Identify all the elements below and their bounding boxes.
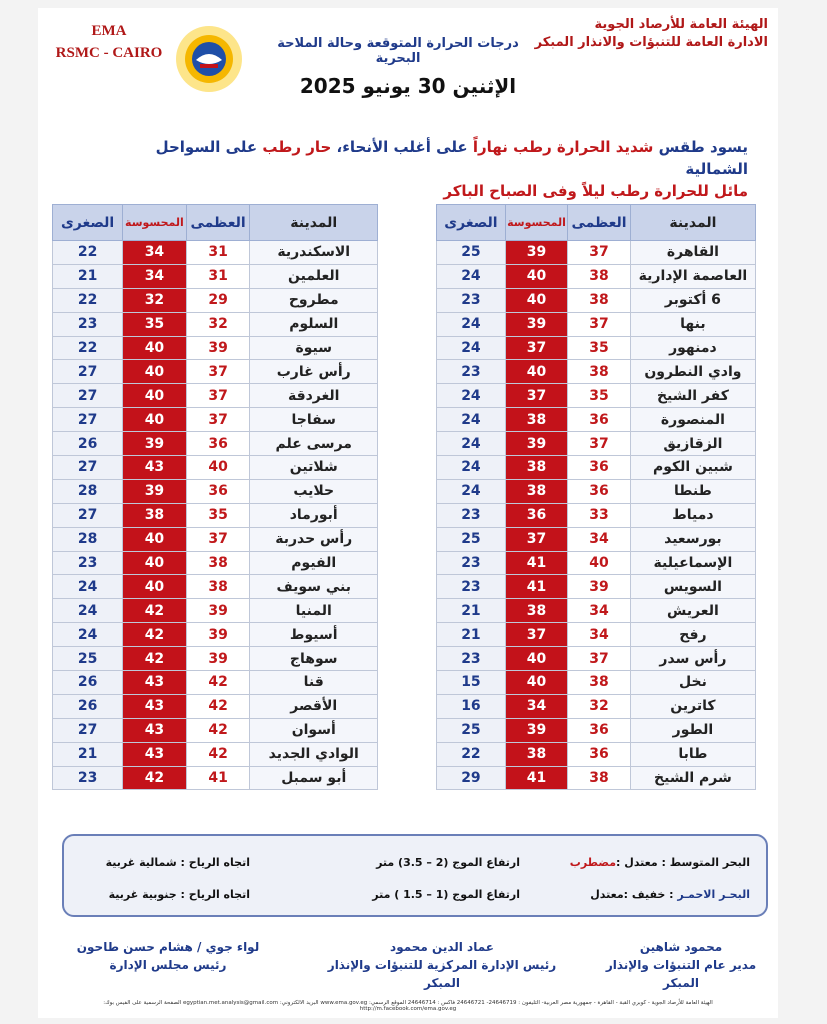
table-row: [53, 241, 378, 265]
ema-logo-icon: [174, 24, 244, 94]
feels-like-cell: 36: [505, 503, 567, 527]
table-row: [53, 384, 378, 408]
max-temp-cell: 38: [568, 766, 631, 790]
signature-3: [58, 938, 278, 974]
city-cell: وادي النطرون: [630, 360, 755, 384]
min-temp-cell: 24: [437, 479, 506, 503]
feels-like-cell: 39: [505, 718, 567, 742]
max-temp-cell: 34: [568, 599, 631, 623]
min-temp-cell: 27: [53, 408, 123, 432]
city-cell: الإسماعيلية: [630, 551, 755, 575]
table-row: [53, 599, 378, 623]
feels-like-cell: 37: [505, 527, 567, 551]
feels-like-cell: 38: [505, 742, 567, 766]
ema-label: EMA: [91, 23, 127, 39]
table-row: [437, 647, 756, 671]
left-city-table: [52, 204, 378, 790]
max-temp-cell: 39: [186, 599, 250, 623]
city-cell: القاهرة: [630, 241, 755, 265]
city-cell: بورسعيد: [630, 527, 755, 551]
footer-contact: الهيئة العامة للأرصاد الجوية - كوبري القبة - القاهرة - جمهورية مصر العربية- التليفون : 24646719- 24646721 فاكس : 24646714 الموقع الرسمي: www.ema.gov.eg البريد الالكتروني: egyptian.met.analysis@gmail.com الصفحة الرسمية على الفيس بوك: http://m.facebook.com/ema.gov.eg: [103, 1000, 713, 1012]
max-temp-cell: 42: [186, 718, 250, 742]
max-temp-cell: 39: [186, 623, 250, 647]
table-row: [437, 336, 756, 360]
feels-like-cell: 40: [505, 288, 567, 312]
min-temp-cell: 27: [53, 503, 123, 527]
feels-like-cell: 37: [505, 384, 567, 408]
table-row: [53, 718, 378, 742]
city-cell: حلايب: [250, 479, 378, 503]
feels-like-cell: 40: [123, 575, 187, 599]
max-temp-cell: 37: [186, 408, 250, 432]
summary-line-1: يسود طقس شديد الحرارة رطب نهاراً على أغلب الأنحاء، حار رطب على السواحل الشمالية: [155, 138, 748, 178]
feels-like-cell: 40: [123, 551, 187, 575]
table-row: [437, 384, 756, 408]
min-temp-cell: 26: [53, 432, 123, 456]
table-row: [53, 766, 378, 790]
min-temp-cell: 27: [53, 718, 123, 742]
min-temp-cell: 28: [53, 479, 123, 503]
max-temp-cell: 37: [186, 527, 250, 551]
max-temp-cell: 38: [186, 575, 250, 599]
col-max: العظمى: [186, 205, 250, 241]
min-temp-cell: 22: [437, 742, 506, 766]
city-cell: أبو سمبل: [250, 766, 378, 790]
city-cell: رفح: [630, 623, 755, 647]
feels-like-cell: 38: [123, 503, 187, 527]
min-temp-cell: 23: [437, 575, 506, 599]
max-temp-cell: 33: [568, 503, 631, 527]
max-temp-cell: 31: [186, 241, 250, 265]
min-temp-cell: 24: [53, 623, 123, 647]
city-cell: دمنهور: [630, 336, 755, 360]
city-cell: الطور: [630, 718, 755, 742]
feels-like-cell: 42: [123, 599, 187, 623]
table-row: [53, 527, 378, 551]
max-temp-cell: 37: [568, 241, 631, 265]
max-temp-cell: 36: [568, 479, 631, 503]
feels-like-cell: 41: [505, 575, 567, 599]
min-temp-cell: 27: [53, 384, 123, 408]
table-row: [53, 288, 378, 312]
city-cell: مرسى علم: [250, 432, 378, 456]
city-cell: قنا: [250, 671, 378, 695]
min-temp-cell: 26: [53, 694, 123, 718]
min-temp-cell: 23: [437, 551, 506, 575]
table-row: [53, 551, 378, 575]
min-temp-cell: 26: [53, 671, 123, 695]
table-row: [53, 647, 378, 671]
city-cell: الزقازيق: [630, 432, 755, 456]
table-row: [437, 527, 756, 551]
min-temp-cell: 29: [437, 766, 506, 790]
city-cell: السلوم: [250, 312, 378, 336]
max-temp-cell: 36: [568, 456, 631, 480]
col-min: الصغرى: [437, 205, 506, 241]
org-header: [535, 16, 768, 52]
city-cell: أبورماد: [250, 503, 378, 527]
max-temp-cell: 42: [186, 742, 250, 766]
table-row: [437, 718, 756, 742]
city-cell: الأقصر: [250, 694, 378, 718]
med-wind-direction: اتجاه الرياح : شمالية غربية: [105, 856, 250, 869]
min-temp-cell: 24: [437, 312, 506, 336]
city-cell: سفاجا: [250, 408, 378, 432]
table-row: [437, 408, 756, 432]
city-cell: طنطا: [630, 479, 755, 503]
table-row: [437, 766, 756, 790]
min-temp-cell: 24: [437, 384, 506, 408]
max-temp-cell: 38: [568, 264, 631, 288]
city-cell: أسوان: [250, 718, 378, 742]
city-cell: شلاتين: [250, 456, 378, 480]
feels-like-cell: 39: [123, 479, 187, 503]
table-row: [437, 241, 756, 265]
feels-like-cell: 40: [123, 527, 187, 551]
table-row: [53, 479, 378, 503]
min-temp-cell: 25: [53, 647, 123, 671]
city-cell: مطروح: [250, 288, 378, 312]
table-row: [437, 575, 756, 599]
table-row: [53, 264, 378, 288]
feels-like-cell: 37: [505, 336, 567, 360]
table-row: [53, 575, 378, 599]
city-cell: 6 أكتوبر: [630, 288, 755, 312]
max-temp-cell: 39: [186, 647, 250, 671]
city-cell: العريش: [630, 599, 755, 623]
table-row: [437, 599, 756, 623]
feels-like-cell: 43: [123, 694, 187, 718]
max-temp-cell: 34: [568, 527, 631, 551]
min-temp-cell: 24: [437, 336, 506, 360]
red-wind-direction: اتجاه الرياح : جنوبية غربية: [108, 888, 250, 901]
signature-1: [586, 938, 776, 992]
max-temp-cell: 37: [186, 384, 250, 408]
min-temp-cell: 23: [53, 551, 123, 575]
rsmc-label: RSMC - CAIRO: [55, 45, 163, 61]
min-temp-cell: 25: [437, 718, 506, 742]
min-temp-cell: 28: [53, 527, 123, 551]
feels-like-cell: 41: [505, 766, 567, 790]
max-temp-cell: 32: [186, 312, 250, 336]
city-cell: سيوة: [250, 336, 378, 360]
min-temp-cell: 23: [437, 360, 506, 384]
table-row: [53, 671, 378, 695]
feels-like-cell: 35: [123, 312, 187, 336]
city-cell: سوهاج: [250, 647, 378, 671]
max-temp-cell: 31: [186, 264, 250, 288]
feels-like-cell: 38: [505, 479, 567, 503]
table-row: [437, 694, 756, 718]
feels-like-cell: 43: [123, 718, 187, 742]
red-sea-row: [80, 888, 750, 908]
max-temp-cell: 36: [186, 432, 250, 456]
city-cell: المنيا: [250, 599, 378, 623]
red-wave-height: ارتفاع الموج (1 – 1.5 ) متر: [372, 888, 520, 901]
city-cell: العلمين: [250, 264, 378, 288]
min-temp-cell: 23: [437, 288, 506, 312]
city-cell: بنها: [630, 312, 755, 336]
table-row: [53, 456, 378, 480]
max-temp-cell: 42: [186, 694, 250, 718]
max-temp-cell: 40: [568, 551, 631, 575]
min-temp-cell: 22: [53, 241, 123, 265]
feels-like-cell: 41: [505, 551, 567, 575]
min-temp-cell: 24: [437, 456, 506, 480]
feels-like-cell: 38: [505, 456, 567, 480]
feels-like-cell: 42: [123, 623, 187, 647]
max-temp-cell: 35: [568, 384, 631, 408]
table-row: [437, 742, 756, 766]
min-temp-cell: 24: [53, 599, 123, 623]
feels-like-cell: 39: [505, 312, 567, 336]
feels-like-cell: 40: [123, 336, 187, 360]
table-row: [53, 742, 378, 766]
city-cell: العاصمة الإدارية: [630, 264, 755, 288]
min-temp-cell: 21: [53, 264, 123, 288]
city-cell: رأس سدر: [630, 647, 755, 671]
city-cell: الاسكندرية: [250, 241, 378, 265]
feels-like-cell: 39: [505, 432, 567, 456]
weather-summary: [108, 136, 748, 202]
ema-label-block: [54, 20, 164, 64]
max-temp-cell: 38: [186, 551, 250, 575]
table-row: [437, 551, 756, 575]
feels-like-cell: 40: [505, 360, 567, 384]
feels-like-cell: 34: [123, 241, 187, 265]
max-temp-cell: 39: [186, 336, 250, 360]
max-temp-cell: 40: [186, 456, 250, 480]
table-row: [53, 432, 378, 456]
table-row: [437, 479, 756, 503]
feels-like-cell: 40: [505, 647, 567, 671]
table-header-row: [437, 205, 756, 241]
col-city: المدينة: [630, 205, 755, 241]
table-header-row: [53, 205, 378, 241]
max-temp-cell: 38: [568, 288, 631, 312]
table-row: [53, 360, 378, 384]
table-row: [437, 456, 756, 480]
col-feels: المحسوسة: [505, 205, 567, 241]
max-temp-cell: 32: [568, 694, 631, 718]
med-sea-state: معتدل :: [616, 856, 658, 869]
city-cell: المنصورة: [630, 408, 755, 432]
min-temp-cell: 16: [437, 694, 506, 718]
city-cell: نخل: [630, 671, 755, 695]
feels-like-cell: 43: [123, 456, 187, 480]
city-cell: بني سويف: [250, 575, 378, 599]
min-temp-cell: 24: [437, 264, 506, 288]
table-row: [437, 671, 756, 695]
min-temp-cell: 23: [53, 312, 123, 336]
min-temp-cell: 23: [437, 503, 506, 527]
max-temp-cell: 35: [568, 336, 631, 360]
signature-2-title: رئيس الإدارة المركزية للتنبؤات والإنذار المبكر: [327, 958, 557, 990]
table-row: [437, 360, 756, 384]
col-max: العظمى: [568, 205, 631, 241]
signature-3-title: رئيس مجلس الإدارة: [109, 958, 227, 972]
city-cell: طابا: [630, 742, 755, 766]
max-temp-cell: 38: [568, 360, 631, 384]
feels-like-cell: 34: [505, 694, 567, 718]
signature-1-title: مدير عام التنبؤات والإنذار المبكر: [605, 958, 757, 990]
max-temp-cell: 39: [568, 575, 631, 599]
signature-2: [312, 938, 572, 992]
city-cell: الغردقة: [250, 384, 378, 408]
feels-like-cell: 40: [505, 671, 567, 695]
signature-1-name: محمود شاهين: [639, 940, 723, 954]
max-temp-cell: 36: [186, 479, 250, 503]
max-temp-cell: 34: [568, 623, 631, 647]
table-row: [437, 503, 756, 527]
med-sea-label: البحر المتوسط :: [657, 856, 750, 869]
min-temp-cell: 22: [53, 288, 123, 312]
min-temp-cell: 21: [437, 599, 506, 623]
table-row: [53, 503, 378, 527]
feels-like-cell: 43: [123, 671, 187, 695]
city-cell: السويس: [630, 575, 755, 599]
min-temp-cell: 24: [53, 575, 123, 599]
feels-like-cell: 40: [123, 384, 187, 408]
max-temp-cell: 29: [186, 288, 250, 312]
bulletin-subtitle: درجات الحرارة المتوقعة وحالة الملاحة البحرية: [277, 36, 519, 66]
max-temp-cell: 36: [568, 742, 631, 766]
red-sea-label: البحـر الاحمـر: [677, 888, 750, 901]
min-temp-cell: 21: [437, 623, 506, 647]
bulletin-sheet: [38, 8, 778, 1018]
max-temp-cell: 37: [568, 312, 631, 336]
table-row: [53, 623, 378, 647]
feels-like-cell: 34: [123, 264, 187, 288]
feels-like-cell: 39: [123, 432, 187, 456]
med-sea-rough: مضطرب: [569, 856, 617, 869]
col-feels: المحسوسة: [123, 205, 187, 241]
feels-like-cell: 37: [505, 623, 567, 647]
red-sea-state: : خفيف :معتدل: [590, 888, 678, 901]
min-temp-cell: 24: [437, 408, 506, 432]
feels-like-cell: 42: [123, 647, 187, 671]
feels-like-cell: 32: [123, 288, 187, 312]
max-temp-cell: 38: [568, 671, 631, 695]
summary-line-2: مائل للحرارة رطب ليلاً وفى الصباح الباكر: [443, 182, 748, 200]
feels-like-cell: 40: [123, 408, 187, 432]
col-min: الصغرى: [53, 205, 123, 241]
col-city: المدينة: [250, 205, 378, 241]
med-wave-height: ارتفاع الموج (2 – 3.5) متر: [376, 856, 520, 869]
med-sea-row: [80, 856, 750, 876]
table-row: [437, 623, 756, 647]
city-cell: الوادي الجديد: [250, 742, 378, 766]
city-cell: كفر الشيخ: [630, 384, 755, 408]
city-cell: شبين الكوم: [630, 456, 755, 480]
table-row: [437, 288, 756, 312]
feels-like-cell: 40: [123, 360, 187, 384]
max-temp-cell: 37: [186, 360, 250, 384]
min-temp-cell: 23: [53, 766, 123, 790]
min-temp-cell: 24: [437, 432, 506, 456]
max-temp-cell: 37: [568, 432, 631, 456]
signature-2-name: عماد الدين محمود: [390, 940, 494, 954]
max-temp-cell: 37: [568, 647, 631, 671]
min-temp-cell: 27: [53, 360, 123, 384]
table-row: [437, 432, 756, 456]
city-cell: شرم الشيخ: [630, 766, 755, 790]
table-row: [53, 694, 378, 718]
min-temp-cell: 27: [53, 456, 123, 480]
city-cell: رأس غارب: [250, 360, 378, 384]
min-temp-cell: 25: [437, 241, 506, 265]
city-cell: الفيوم: [250, 551, 378, 575]
min-temp-cell: 15: [437, 671, 506, 695]
min-temp-cell: 21: [53, 742, 123, 766]
table-row: [53, 336, 378, 360]
org-name: الهيئة العامة للأرصاد الجوية: [594, 17, 768, 32]
sea-state-panel: [62, 834, 768, 917]
feels-like-cell: 43: [123, 742, 187, 766]
max-temp-cell: 36: [568, 408, 631, 432]
table-row: [437, 312, 756, 336]
min-temp-cell: 23: [437, 647, 506, 671]
feels-like-cell: 39: [505, 241, 567, 265]
date-title: الإثنين 30 يونيو 2025: [299, 74, 517, 98]
max-temp-cell: 42: [186, 671, 250, 695]
city-cell: رأس حدربة: [250, 527, 378, 551]
feels-like-cell: 38: [505, 599, 567, 623]
max-temp-cell: 41: [186, 766, 250, 790]
table-row: [53, 312, 378, 336]
table-row: [437, 264, 756, 288]
table-row: [53, 408, 378, 432]
min-temp-cell: 22: [53, 336, 123, 360]
max-temp-cell: 35: [186, 503, 250, 527]
org-department: الادارة العامة للتنبؤات والانذار المبكر: [534, 35, 768, 50]
feels-like-cell: 38: [505, 408, 567, 432]
signature-3-name: لواء جوي / هشام حسن طاحون: [76, 940, 260, 954]
city-cell: أسيوط: [250, 623, 378, 647]
right-city-table: [436, 204, 756, 790]
min-temp-cell: 25: [437, 527, 506, 551]
feels-like-cell: 42: [123, 766, 187, 790]
max-temp-cell: 36: [568, 718, 631, 742]
city-cell: دمياط: [630, 503, 755, 527]
feels-like-cell: 40: [505, 264, 567, 288]
city-cell: كاترين: [630, 694, 755, 718]
